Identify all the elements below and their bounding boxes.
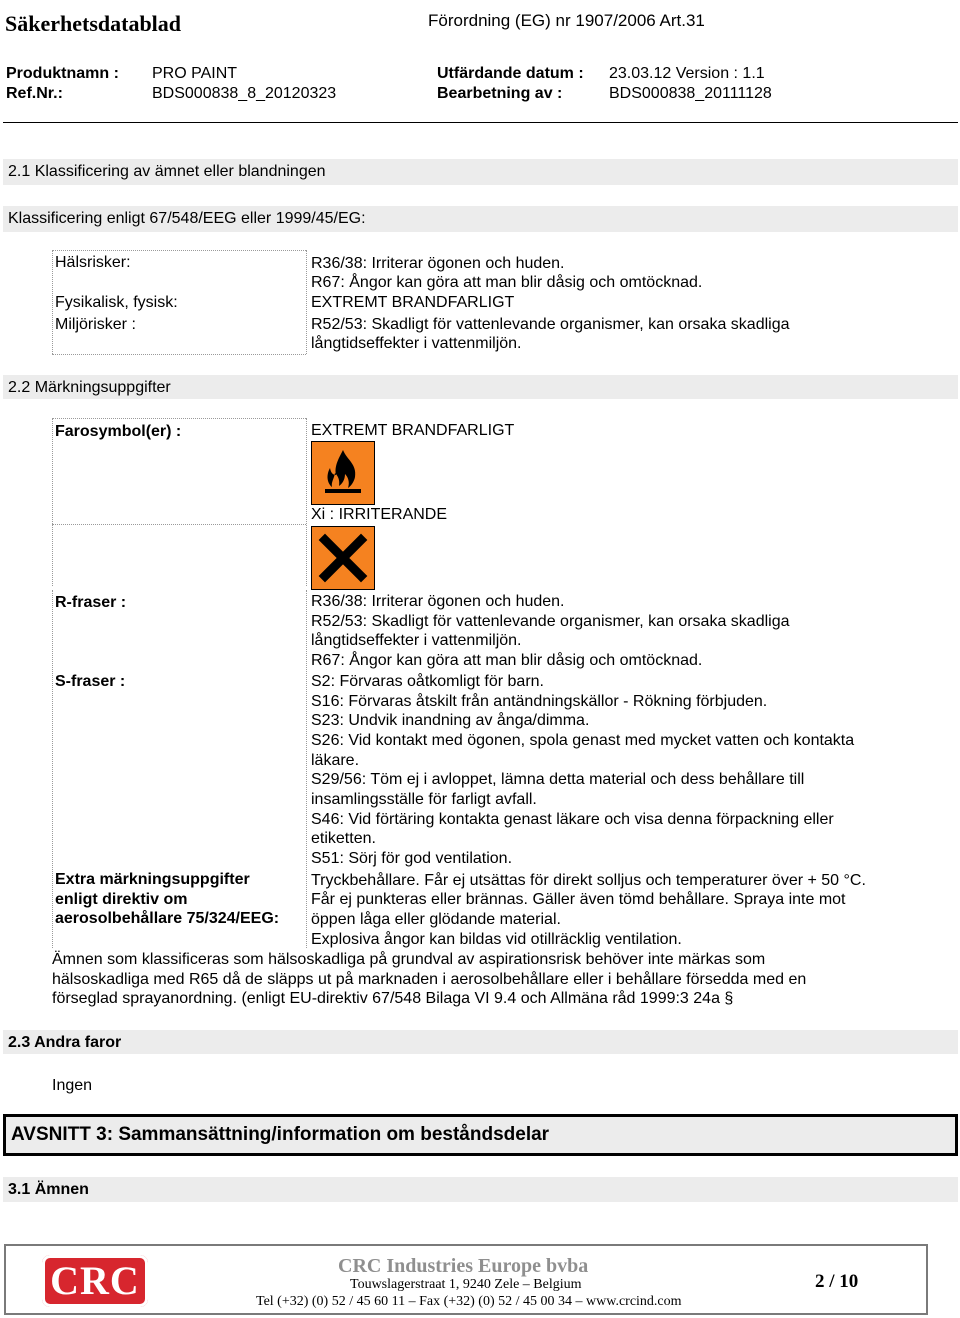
page-number: 2 / 10 xyxy=(815,1271,859,1292)
extra-labelling-line: Får ej punkteras eller brännas. Gäller även tömd behållare. Spraya inte mot xyxy=(311,891,846,908)
crc-logo xyxy=(42,1255,148,1307)
crc-logo-text: CRC xyxy=(50,1258,140,1303)
dotted-border xyxy=(52,354,306,355)
extra-labelling-line: öppen låga eller glödande material. xyxy=(311,911,561,928)
flame-hazard-icon-graphic xyxy=(312,442,374,504)
hazard-symbols-label: Farosymbol(er) : xyxy=(55,423,182,440)
symbol-caption-irritant: Xi : IRRITERANDE xyxy=(311,506,448,523)
company-contact: Tel (+32) (0) 52 / 45 60 11 – Fax (+32) (0) 52 / 45 00 34 – www.crcind.com xyxy=(256,1294,682,1309)
dotted-border xyxy=(306,418,307,586)
dotted-border xyxy=(52,524,306,525)
symbol-caption-flammable: EXTREMT BRANDFARLIGT xyxy=(311,422,515,439)
classification-line: EXTREMT BRANDFARLIGT xyxy=(311,294,515,311)
r-phrases-label: R-fraser : xyxy=(55,594,127,611)
other-hazards-value: Ingen xyxy=(52,1077,93,1094)
irritant-cross-icon-graphic xyxy=(312,527,374,589)
classification-line: R52/53: Skadligt för vattenlevande organismer, kan orsaka skadliga xyxy=(311,316,790,333)
ref-number-value: BDS000838_8_20120323 xyxy=(152,85,337,102)
extra-labelling-label: aerosolbehållare 75/324/EEG: xyxy=(55,910,280,927)
section-3-title: AVSNITT 3: Sammansättning/information om beståndsdelar xyxy=(11,1124,550,1145)
revision-label: Bearbetning av : xyxy=(437,85,563,102)
section-2-1-heading: 2.1 Klassificering av ämnet eller blandningen xyxy=(8,163,326,180)
company-address: Touwslagerstraat 1, 9240 Zele – Belgium xyxy=(350,1277,582,1292)
s-phrase: S46: Vid förtäring kontakta genast läkare och visa denna förpackning eller xyxy=(311,811,834,828)
dotted-border xyxy=(306,250,307,354)
extra-labelling-line: Explosiva ångor kan bildas vid otillräcklig ventilation. xyxy=(311,931,682,948)
r-phrase: R67: Ångor kan göra att man blir dåsig och omtöcknad. xyxy=(311,652,703,669)
classification-line: R67: Ångor kan göra att man blir dåsig och omtöcknad. xyxy=(311,274,703,291)
section-2-3-band xyxy=(3,1030,958,1054)
r-phrase: R52/53: Skadligt för vattenlevande organismer, kan orsaka skadliga xyxy=(311,613,790,630)
physical-risks-label: Fysikalisk, fysisk: xyxy=(55,294,178,311)
header-divider xyxy=(3,122,958,123)
issue-date-value: 23.03.12 Version : 1.1 xyxy=(609,65,765,82)
dotted-border xyxy=(52,418,53,586)
s-phrase: S16: Förvaras åtskilt från antändningskällor - Rökning förbjuden. xyxy=(311,693,768,710)
environment-risks-label: Miljörisker : xyxy=(55,316,136,333)
product-name-label: Produktnamn : xyxy=(6,65,119,82)
aspiration-note-line: förseglad sprayanordning. (enligt EU-direktiv 67/548 Bilaga VI 9.4 och Allmäna råd 1999:3 24a § xyxy=(52,990,734,1007)
r-phrase: R36/38: Irriterar ögonen och huden. xyxy=(311,593,565,610)
s-phrase: S51: Sörj för god ventilation. xyxy=(311,850,513,867)
revision-value: BDS000838_20111128 xyxy=(609,85,772,102)
section-2-3-heading: 2.3 Andra faror xyxy=(8,1034,122,1051)
dotted-border xyxy=(52,250,306,251)
s-phrase: etiketten. xyxy=(311,830,376,847)
product-name-value: PRO PAINT xyxy=(152,65,238,82)
company-name: CRC Industries Europe bvba xyxy=(338,1255,589,1277)
classification-line: långtidseffekter i vattenmiljön. xyxy=(311,335,522,352)
s-phrase: S29/56: Töm ej i avloppet, lämna detta material och dess behållare till xyxy=(311,771,805,788)
ref-number-label: Ref.Nr.: xyxy=(6,85,63,102)
regulation-reference: Förordning (EG) nr 1907/2006 Art.31 xyxy=(428,11,705,30)
classification-line: R36/38: Irriterar ögonen och huden. xyxy=(311,255,565,272)
aspiration-note-line: Ämnen som klassificeras som hälsoskadliga på grundval av aspirationsrisk behöver inte märkas som xyxy=(52,951,766,968)
section-2-2-heading: 2.2 Märkningsuppgifter xyxy=(8,379,171,396)
r-phrase: långtidseffekter i vattenmiljön. xyxy=(311,632,522,649)
extra-labelling-label: enligt direktiv om xyxy=(55,891,188,908)
extra-labelling-line: Tryckbehållare. Får ej utsättas för direkt solljus och temperaturer över + 50 °C. xyxy=(311,872,866,889)
dotted-border xyxy=(52,418,306,419)
section-3-1-band xyxy=(3,1177,958,1202)
s-phrase: S23: Undvik inandning av ånga/dimma. xyxy=(311,712,590,729)
extra-labelling-label: Extra märkningsuppgifter xyxy=(55,871,250,888)
s-phrase: läkare. xyxy=(311,752,360,769)
dotted-border xyxy=(52,250,53,354)
flame-hazard-icon xyxy=(311,441,375,505)
health-risks-label: Hälsrisker: xyxy=(55,254,131,271)
classification-subheading: Klassificering enligt 67/548/EEG eller 1999/45/EG: xyxy=(8,210,366,227)
irritant-cross-icon xyxy=(311,526,375,590)
s-phrases-label: S-fraser : xyxy=(55,673,126,690)
document-title: Säkerhetsdatablad xyxy=(5,11,182,36)
s-phrase: S26: Vid kontakt med ögonen, spola genast med mycket vatten och kontakta xyxy=(311,732,855,749)
dotted-border xyxy=(52,590,53,948)
aspiration-note-line: hälsoskadliga med R65 då de släpps ut på marknaden i aerosolbehållare eller i behållare försedda med en xyxy=(52,971,807,988)
section-3-1-heading: 3.1 Ämnen xyxy=(8,1181,89,1198)
s-phrase: S2: Förvaras oåtkomligt för barn. xyxy=(311,673,544,690)
dotted-border xyxy=(306,590,307,948)
s-phrase: insamlingsställe för farligt avfall. xyxy=(311,791,537,808)
issue-date-label: Utfärdande datum : xyxy=(437,65,584,82)
